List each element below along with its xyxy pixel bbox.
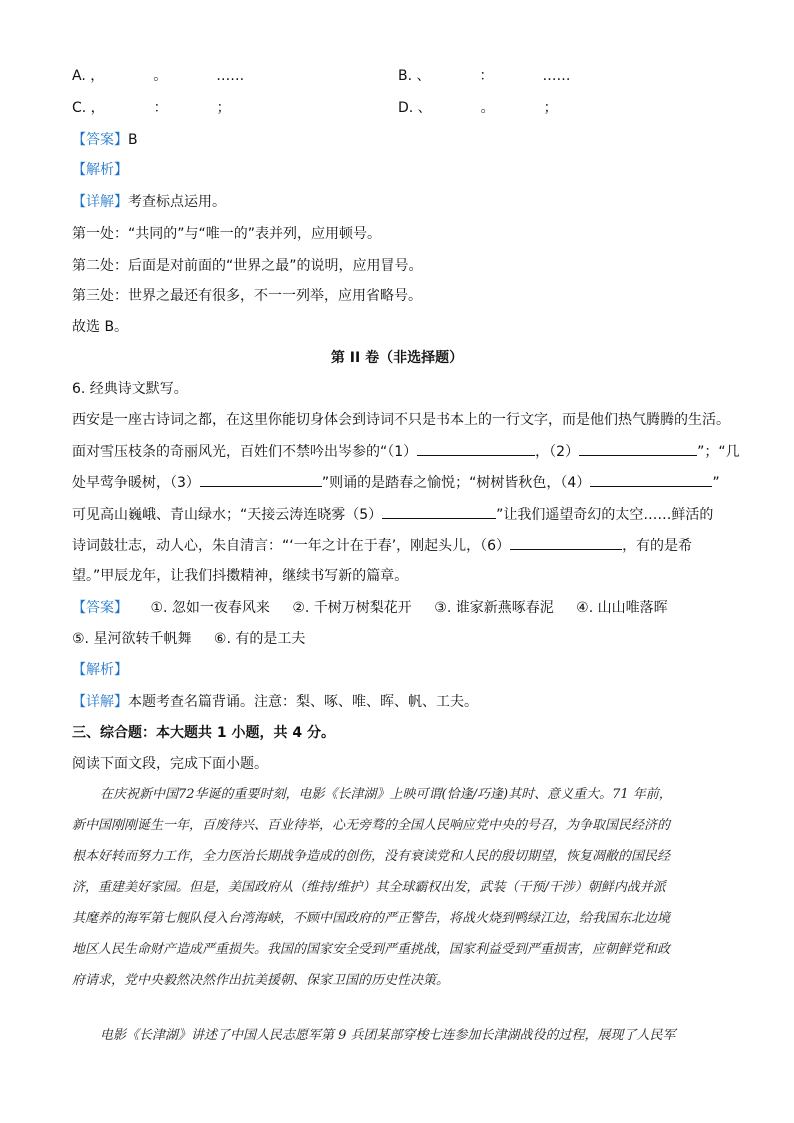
- passage-line6: 地区人民生命财产造成严重损失。我国的国家安全受到严重挑战，国家利益受到严重损害，应朝鲜党和政: [72, 942, 671, 957]
- q6-title: 6. 经典诗文默写。: [72, 381, 188, 397]
- passage-line1: 在庆祝新中国72华诞的重要时刻，电影《长津湖》上映可谓(恰逢/巧逢)其时、意义重大。71 年前，: [100, 787, 672, 802]
- q6-text: ”: [712, 475, 720, 491]
- q5-detail: [72, 192, 226, 212]
- passage-line8: 电影《长津湖》讲述了中国人民志愿军第 9 兵团某部穿梭七连参加长津湖战役的过程，展现了人民军: [100, 1028, 676, 1043]
- q6-detail: [72, 692, 478, 712]
- section3-instruction: 阅读下面文段，完成下面小题。: [72, 756, 268, 772]
- q6-paragraph-line1: 西安是一座古诗词之都，在这里你能切身体会到诗词不只是书本上的一行文字，而是他们热气腾腾的生活。: [72, 412, 730, 428]
- passage-line7: 府请求，党中央毅然决然作出抗美援朝、保家卫国的历史性决策。: [72, 973, 450, 988]
- option-d: D. 、 。 ；: [398, 100, 558, 116]
- q6-analysis-tag: 【解析】: [72, 662, 128, 678]
- q6-paragraph-line4: [72, 504, 724, 525]
- q5-line3: 第三处：世界之最还有很多，不一一列举，应用省略号。: [72, 288, 422, 304]
- answer-2: ②. 千树万树梨花开: [292, 600, 412, 616]
- q6-answers-line2: [72, 629, 323, 649]
- answer-4: ④. 山山唯落晖: [576, 600, 668, 616]
- answer-value: B: [128, 132, 138, 148]
- blank-4[interactable]: [590, 472, 712, 487]
- option-a: A. ， 。 ……: [72, 68, 245, 84]
- passage-line2: 新中国刚刚诞生一年，百废待兴、百业待举，心无旁骛的全国人民响应党中央的号召，为争取国民经济的: [72, 818, 671, 833]
- q5-analysis-tag: 【解析】: [72, 162, 128, 178]
- q6-text: ，有的是希: [622, 538, 693, 554]
- answer-tag: 【答案】: [72, 600, 128, 616]
- q5-line2: 第二处：后面是对前面的“世界之最”的说明，应用冒号。: [72, 258, 423, 274]
- blank-3[interactable]: [200, 472, 322, 487]
- q6-text: 面对雪压枝条的奇丽风光，百姓们不禁吟出岑参的“（1）: [72, 444, 418, 460]
- passage-line3: 根本好转而努力工作，全力医治长期战争造成的创伤，没有衰读党和人民的殷切期望，恢复凋敝的国民经: [72, 849, 671, 864]
- q5-answer: [72, 130, 138, 150]
- q6-text: 处早莺争暖树，（3）: [72, 475, 200, 491]
- answer-3: ③. 谁家新燕啄春泥: [434, 600, 554, 616]
- q6-text: ”则诵的是踏春之愉悦；“树树皆秋色，（4）: [321, 475, 591, 491]
- q6-paragraph-line6: 望。”甲辰龙年，让我们抖擞精神，继续书写新的篇章。: [72, 568, 409, 584]
- blank-5[interactable]: [382, 504, 496, 519]
- passage-line5: 其麾养的海军第七舰队侵入台湾海峡，不顾中国政府的严正警告，将战火烧到鸭绿江边，给我国东北边境: [72, 911, 671, 926]
- passage-line4: 济，重建美好家园。但是，美国政府从（维持/维护）其全球霸权出发，武装（干预/干涉）朝鲜内战并派: [72, 880, 666, 895]
- q5-conclusion: 故选 B。: [72, 319, 129, 335]
- option-c: C. ， ： ；: [72, 100, 231, 116]
- q6-paragraph-line2: [72, 441, 740, 462]
- blank-2[interactable]: [579, 441, 697, 456]
- q6-text: 诗词鼓壮志，动人心，朱自清言：“‘一年之计在于春’，刚起头儿，（6）: [72, 538, 511, 554]
- blank-1[interactable]: [417, 441, 535, 456]
- detail-tag: 【详解】: [72, 694, 128, 710]
- q6-text: 可见高山巍峨、青山绿水；“天接云涛连晓雾（5）: [72, 507, 383, 523]
- option-b: B. 、 ： ……: [398, 68, 571, 84]
- q6-paragraph-line3: [72, 472, 724, 493]
- answer-tag: 【答案】: [72, 132, 128, 148]
- detail-text: 本题考查名篇背诵。注意：梨、啄、唯、晖、帆、工夫。: [128, 694, 478, 710]
- blank-6[interactable]: [510, 535, 622, 550]
- answer-5: ⑤. 星河欲转千帆舞: [72, 631, 192, 647]
- section-title: 第 II 卷（非选择题）: [330, 350, 464, 366]
- q6-answers-line1: [72, 598, 686, 618]
- q6-paragraph-line5: [72, 535, 724, 556]
- section3-title: 三、综合题：本大题共 1 小题，共 4 分。: [72, 725, 335, 741]
- q5-line1: 第一处：“共同的”与“唯一的”表并列，应用顿号。: [72, 226, 382, 242]
- q6-text: ，（2）: [535, 444, 580, 460]
- answer-1: ①. 忽如一夜春风来: [150, 600, 270, 616]
- answer-6: ⑥. 有的是工夫: [213, 631, 306, 647]
- detail-text: 考查标点运用。: [128, 194, 226, 210]
- q6-text: ”让我们遥望奇幻的太空……鲜活的: [496, 507, 714, 523]
- detail-tag: 【详解】: [72, 194, 128, 210]
- q6-text: ”；“几: [697, 444, 740, 460]
